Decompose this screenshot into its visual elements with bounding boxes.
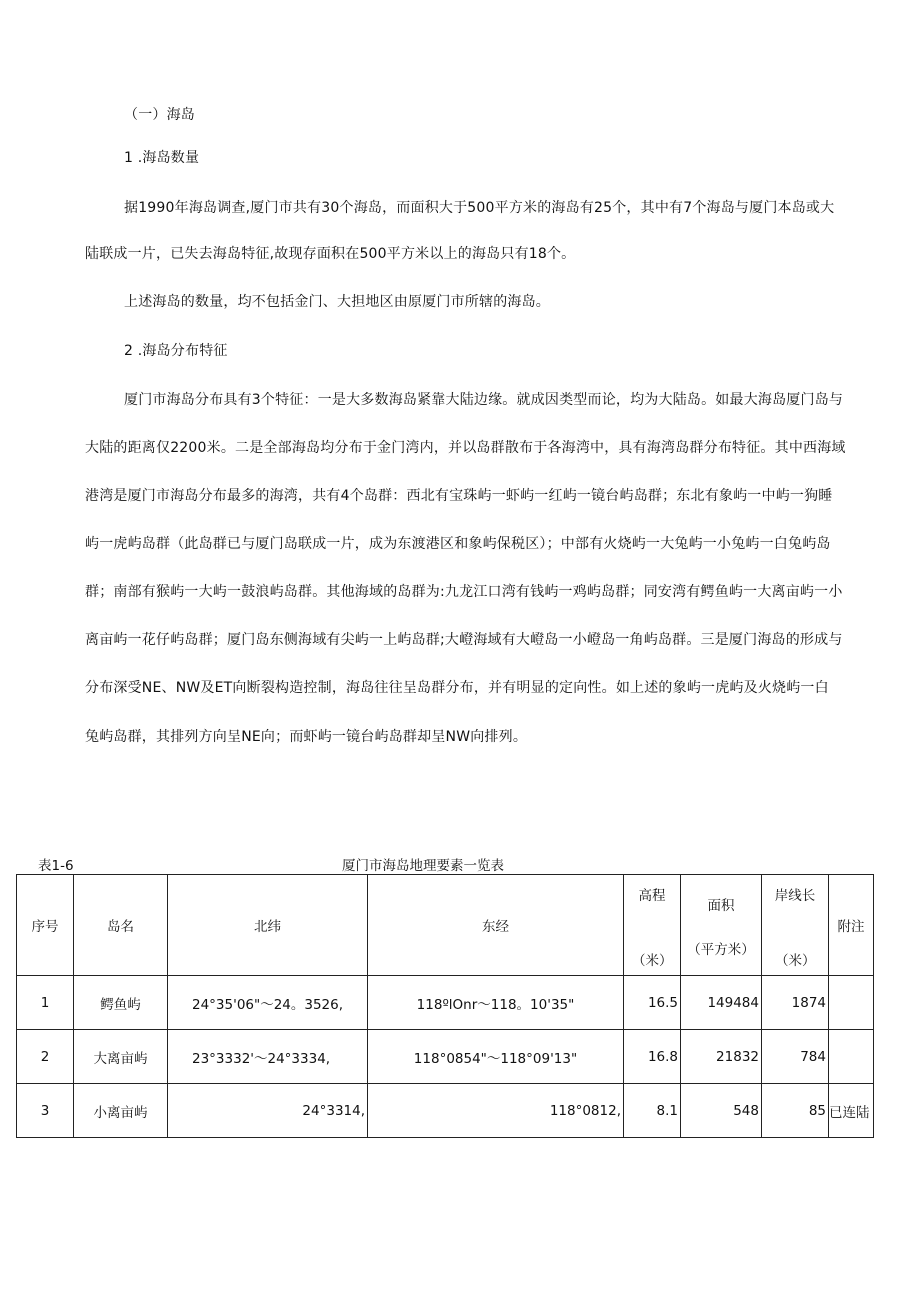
header-shoreline-unit: （米） <box>775 953 816 969</box>
table-title: 厦门市海岛地理要素一览表 <box>342 858 504 874</box>
para3-line: 屿一虎屿岛群（此岛群已与厦门岛联成一片，成为东渡港区和象屿保税区）；中部有火烧屿一大兔屿一小兔屿一白兔屿岛 <box>85 536 831 552</box>
para3-line: 兔屿岛群，其排列方向呈NE向；而虾屿一镜台屿岛群却呈NW向排列。 <box>85 729 528 745</box>
cell-note <box>829 1030 874 1084</box>
cell-name: 鳄鱼屿 <box>74 976 168 1030</box>
cell-lon: 118°0854"～118°09'13" <box>368 1030 624 1084</box>
para3-line: 港湾是厦门市海岛分布最多的海湾，共有4个岛群：西北有宝珠屿一虾屿一红屿一镜台屿岛群；东北有象屿一中屿一狗睡 <box>85 488 833 504</box>
cell-area: 21832 <box>681 1030 762 1084</box>
cell-note: 已连陆 <box>829 1084 874 1138</box>
header-note: 附注 <box>829 875 874 976</box>
cell-area: 548 <box>681 1084 762 1138</box>
cell-note <box>829 976 874 1030</box>
header-lon: 东经 <box>368 875 624 976</box>
table-row <box>17 976 874 1030</box>
cell-shoreline: 85 <box>762 1084 829 1138</box>
cell-name: 大离亩屿 <box>74 1030 168 1084</box>
cell-elevation: 16.8 <box>624 1030 681 1084</box>
para3-line: 离亩屿一花仔屿岛群；厦门岛东侧海域有尖屿一上屿岛群;大嶝海域有大嶝岛一小嶝岛一角屿岛群。三是厦门海岛的形成与 <box>85 632 843 648</box>
table-label: 表1-6 <box>38 858 74 874</box>
para2-line1: 上述海岛的数量，均不包括金门、大担地区由原厦门市所辖的海岛。 <box>124 294 550 310</box>
header-seq: 序号 <box>17 875 74 976</box>
header-lat: 北纬 <box>168 875 368 976</box>
header-name: 岛名 <box>74 875 168 976</box>
cell-seq: 3 <box>17 1084 74 1138</box>
cell-elevation: 8.1 <box>624 1084 681 1138</box>
cell-lat: 23°3332'～24°3334, <box>168 1030 368 1084</box>
cell-seq: 1 <box>17 976 74 1030</box>
cell-lon: 118°0812, <box>368 1084 624 1138</box>
part-heading: （一）海岛 <box>124 107 195 123</box>
table-header-row <box>17 875 874 976</box>
cell-area: 149484 <box>681 976 762 1030</box>
header-elevation-label: 高程 <box>638 888 666 904</box>
cell-lat: 24°3314, <box>168 1084 368 1138</box>
island-table <box>16 874 874 1138</box>
cell-seq: 2 <box>17 1030 74 1084</box>
sub2-heading: 2 .海岛分布特征 <box>124 343 228 359</box>
header-area-unit: （平方米） <box>687 942 755 958</box>
header-area <box>681 875 762 976</box>
sub1-heading: 1 .海岛数量 <box>124 150 200 166</box>
cell-lon: 118ºlOnr～118。10'35" <box>368 976 624 1030</box>
para3-line: 厦门市海岛分布具有3个特征：一是大多数海岛紧靠大陆边缘。就成因类型而论，均为大陆岛。如最大海岛厦门岛与 <box>124 392 844 408</box>
para3-line: 大陆的距离仅2200米。二是全部海岛均分布于金门湾内，并以岛群散布于各海湾中，具有海湾岛群分布特征。其中西海域 <box>85 440 846 456</box>
cell-shoreline: 1874 <box>762 976 829 1030</box>
cell-lat: 24°35'06"～24。3526, <box>168 976 368 1030</box>
table-row <box>17 1084 874 1138</box>
header-area-label: 面积 <box>707 898 735 914</box>
cell-elevation: 16.5 <box>624 976 681 1030</box>
para3-line: 群；南部有猴屿一大屿一鼓浪屿岛群。其他海域的岛群为:九龙江口湾有钱屿一鸡屿岛群；同安湾有鳄鱼屿一大离亩屿一小 <box>85 584 843 600</box>
cell-shoreline: 784 <box>762 1030 829 1084</box>
header-elevation-unit: （米） <box>632 953 673 969</box>
para3-line: 分布深受NE、NW及ET向断裂构造控制，海岛往往呈岛群分布，并有明显的定向性。如上述的象屿一虎屿及火烧屿一白 <box>85 680 829 696</box>
header-elevation <box>624 875 681 976</box>
para1-line2: 陆联成一片，已失去海岛特征,故现存面积在500平方米以上的海岛只有18个。 <box>85 246 576 262</box>
table-row <box>17 1030 874 1084</box>
para1-line1: 据1990年海岛调查,厦门市共有30个海岛，而面积大于500平方米的海岛有25个，其中有7个海岛与厦门本岛或大 <box>124 200 835 216</box>
header-shoreline <box>762 875 829 976</box>
cell-name: 小离亩屿 <box>74 1084 168 1138</box>
header-shoreline-label: 岸线长 <box>774 888 816 904</box>
